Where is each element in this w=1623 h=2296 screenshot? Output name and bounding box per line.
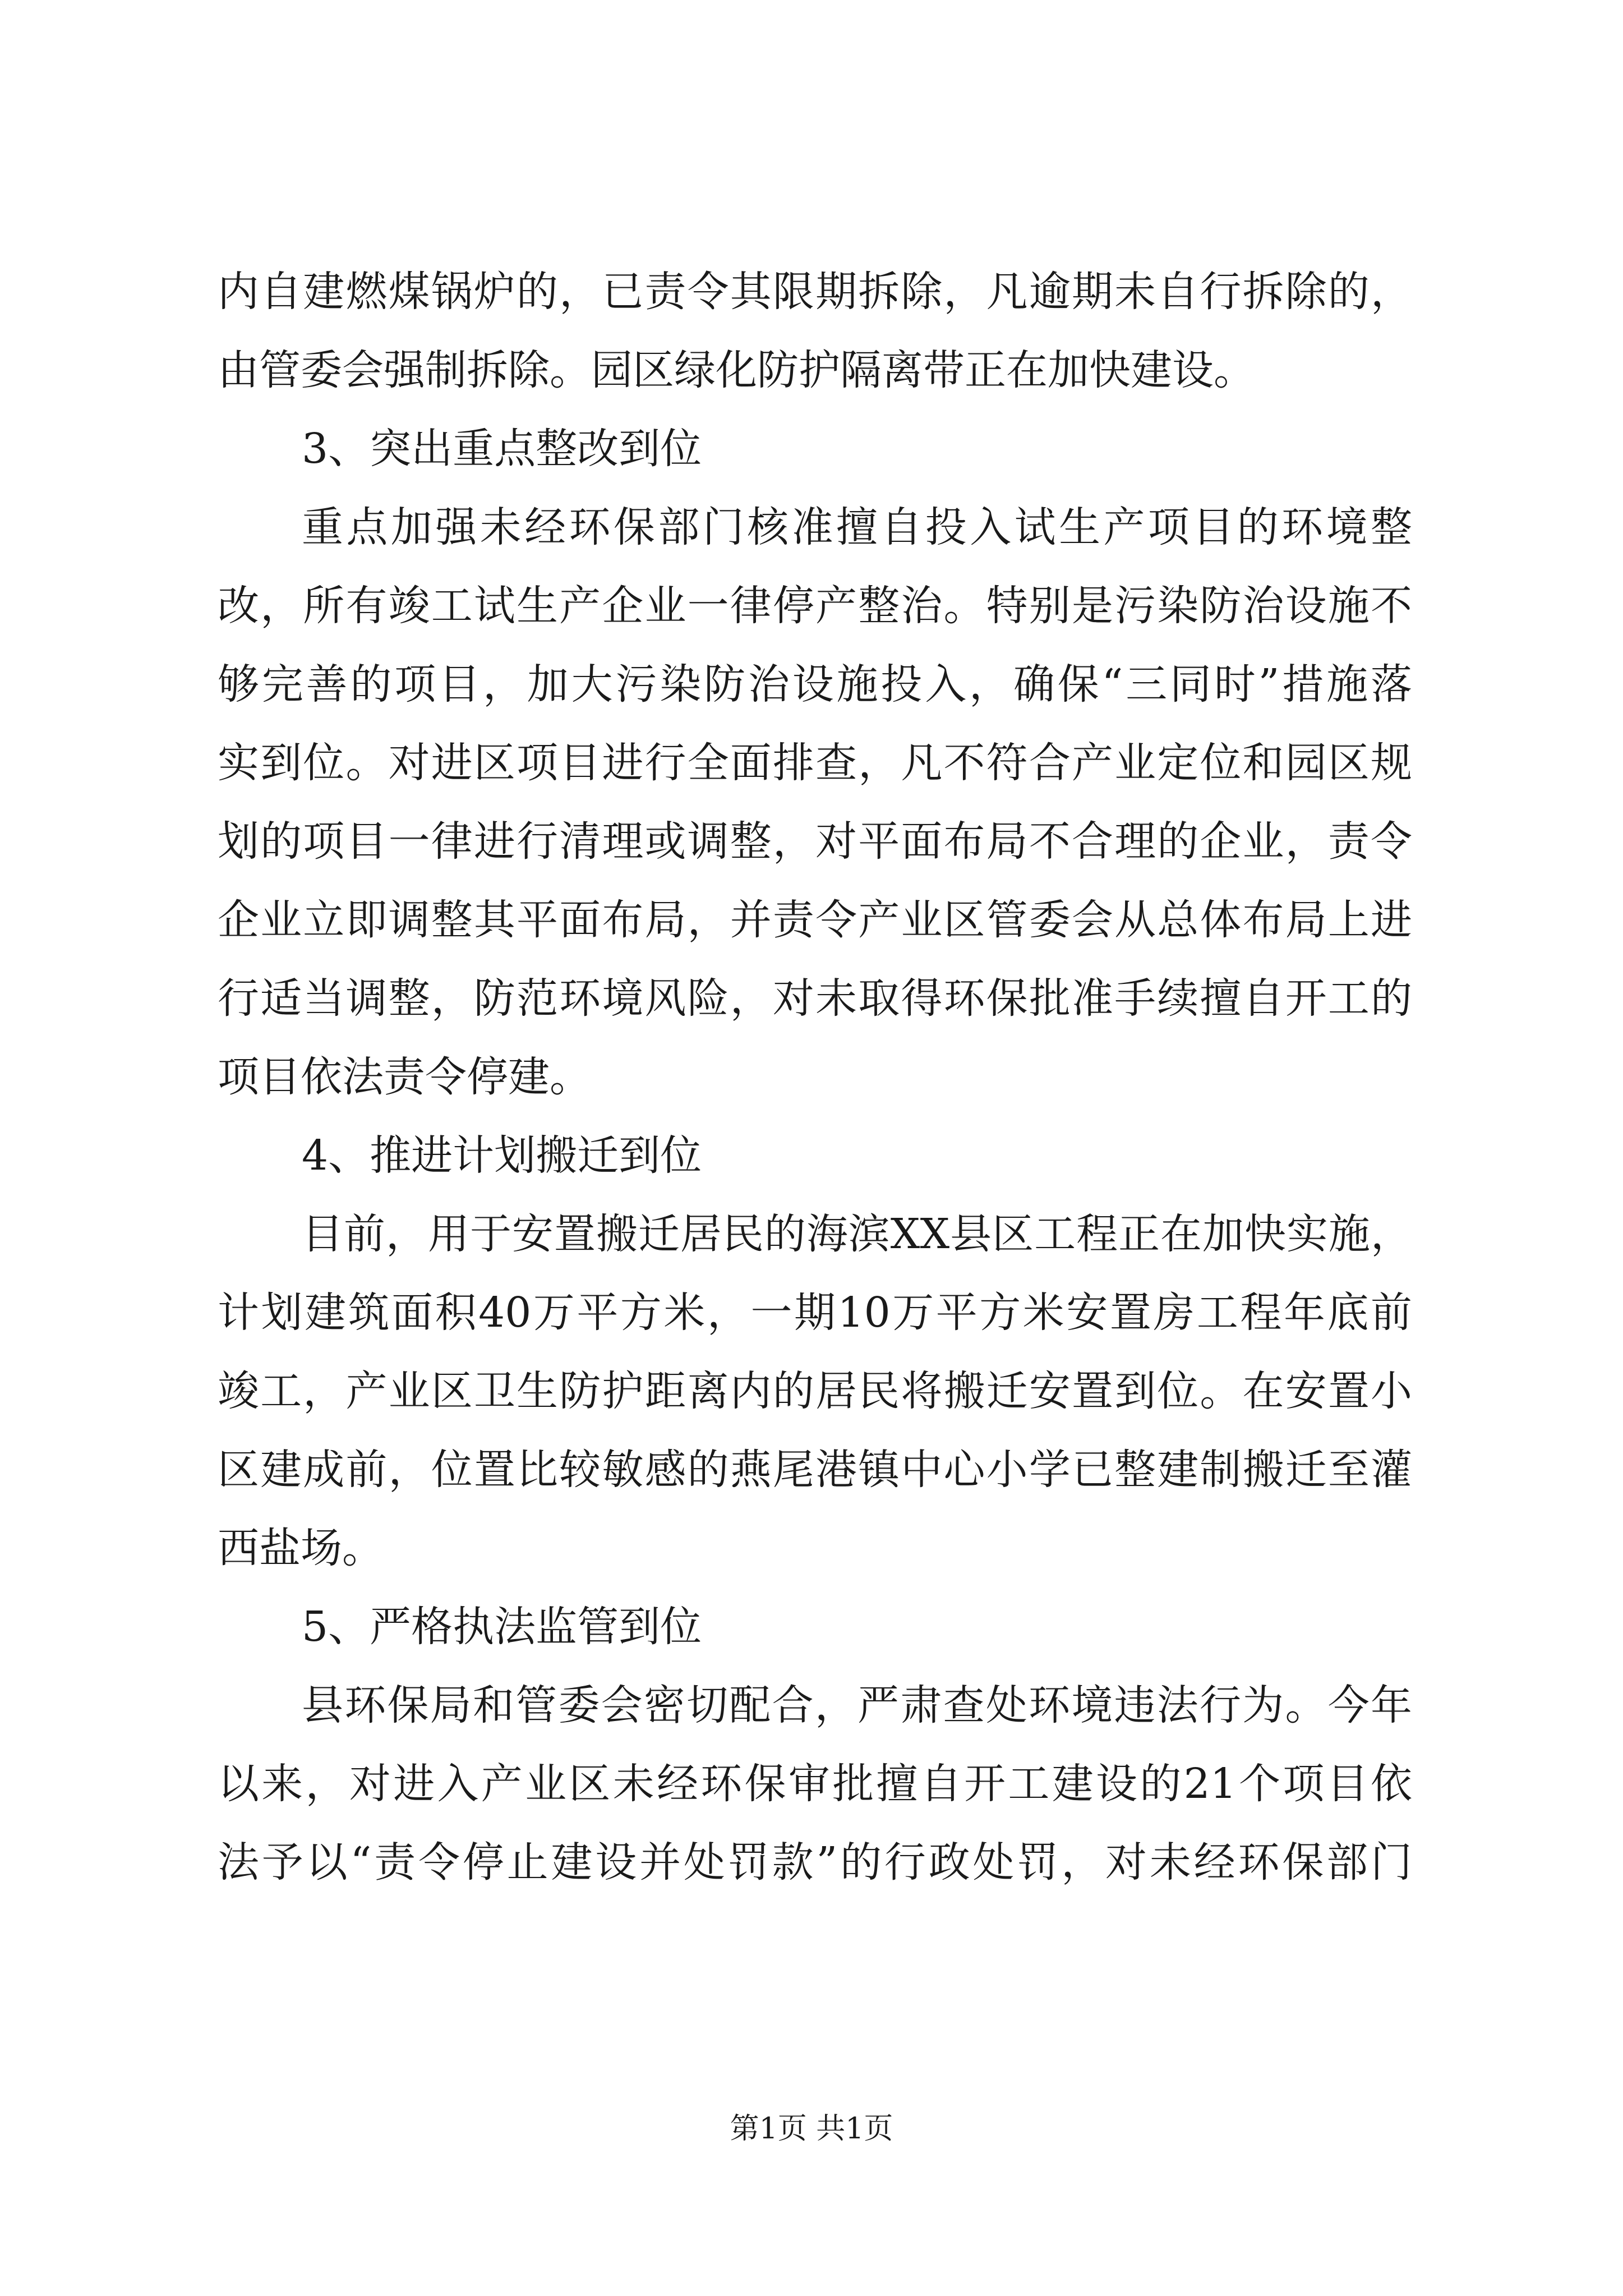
text-line: 行适当调整，防范环境风险，对未取得环保批准手续擅自开工的 xyxy=(218,974,1412,1023)
section-heading: 4、推进计划搬迁到位 xyxy=(302,1131,702,1180)
text-line: 实到位。对进区项目进行全面排查，凡不符合产业定位和园区规 xyxy=(218,739,1412,787)
text-line: 内自建燃煤锅炉的，已责令其限期拆除，凡逾期未自行拆除的， xyxy=(218,268,1412,316)
text-line: 区建成前，位置比较敏感的燕尾港镇中心小学已整建制搬迁至灌 xyxy=(218,1446,1412,1494)
page-footer xyxy=(0,2109,1623,2148)
text-line: 计划建筑面积40万平方米，一期10万平方米安置房工程年底前 xyxy=(218,1289,1412,1337)
text-line: 由管委会强制拆除。园区绿化防护隔离带正在加快建设。 xyxy=(218,346,1255,394)
text-line: 竣工，产业区卫生防护距离内的居民将搬迁安置到位。在安置小 xyxy=(218,1367,1412,1415)
text-line: 企业立即调整其平面布局，并责令产业区管委会从总体布局上进 xyxy=(218,896,1412,944)
section-heading: 3、突出重点整改到位 xyxy=(302,425,702,473)
text-line: 法予以“责令停止建设并处罚款”的行政处罚，对未经环保部门 xyxy=(218,1838,1412,1887)
page-number-label: 第1页 共1页 xyxy=(730,2112,893,2146)
text-line: 以来，对进入产业区未经环保审批擅自开工建设的21个项目依 xyxy=(218,1760,1412,1808)
section-heading: 5、严格执法监管到位 xyxy=(302,1603,702,1651)
text-line: 目前，用于安置搬迁居民的海滨XX县区工程正在加快实施， xyxy=(302,1210,1412,1258)
text-line: 重点加强未经环保部门核准擅自投入试生产项目的环境整 xyxy=(302,503,1412,551)
body-text xyxy=(218,252,1412,1902)
text-line: 西盐场。 xyxy=(218,1524,384,1572)
text-line: 划的项目一律进行清理或调整，对平面布局不合理的企业，责令 xyxy=(218,817,1412,866)
text-line: 改，所有竣工试生产企业一律停产整治。特别是污染防治设施不 xyxy=(218,582,1412,630)
text-line: 县环保局和管委会密切配合，严肃查处环境违法行为。今年 xyxy=(302,1681,1412,1729)
text-line: 够完善的项目，加大污染防治设施投入，确保“三同时”措施落 xyxy=(218,660,1412,708)
text-line: 项目依法责令停建。 xyxy=(218,1053,591,1101)
